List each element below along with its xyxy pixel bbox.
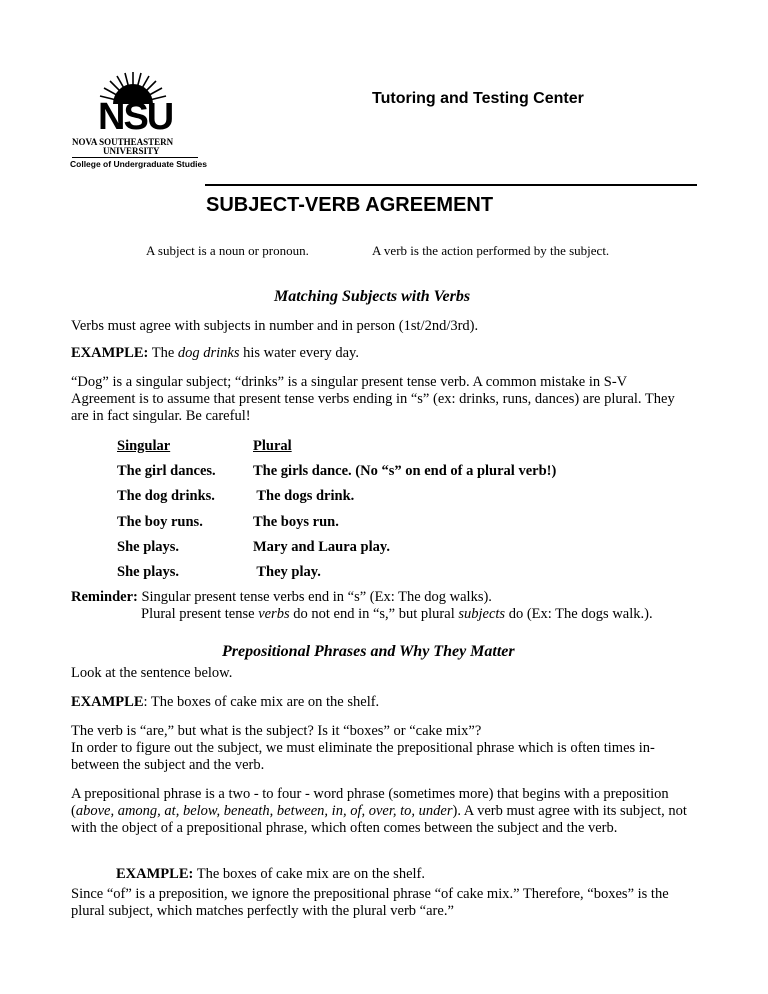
example2-label: EXAMPLE: [71, 694, 144, 710]
example-label: EXAMPLE:: [71, 345, 149, 361]
table-row-singular: She plays.: [117, 539, 180, 555]
reminder-em-verbs: verbs: [258, 606, 290, 622]
center-title: Tutoring and Testing Center: [372, 90, 584, 107]
verb-definition: A verb is the action performed by the subject.: [372, 243, 610, 258]
preposition-list: above, among, at, below, beneath, between, in, of, over, to, under: [75, 803, 453, 819]
reminder-label: Reminder:: [71, 589, 138, 605]
section2-conclusion: Since “of” is a preposition, we ignore the prepositional phrase “of cake mix.” Therefore, “boxes” is the plural subject, which matches perfectly with the plural verb “are.”: [71, 886, 669, 919]
section2-question-line2: In order to figure out the subject, we must eliminate the prepositional phrase which is often times in-between the subject and the verb.: [71, 740, 655, 773]
reminder-text: Singular present tense verbs end in “s” (Ex: The dog walks).: [137, 589, 492, 605]
example3-text: The boxes of cake mix are on the shelf.: [193, 866, 425, 882]
reminder-em-subjects: subjects: [458, 606, 506, 622]
section1-intro: Verbs must agree with subjects in number and in person (1st/2nd/3rd).: [71, 318, 479, 334]
page-title: SUBJECT-VERB AGREEMENT: [206, 194, 494, 216]
example-emphasis: dog drinks: [177, 345, 240, 361]
example3-label: EXAMPLE:: [116, 866, 194, 882]
definition-text-b: ). A verb must agree with its subject, not with the object of a prepositional phrase, which often comes between the subject and the verb.: [71, 803, 687, 836]
section2-example2: [116, 866, 756, 883]
reminder-text-a: Plural present tense: [141, 606, 259, 622]
section1-heading: Matching Subjects with Verbs: [274, 288, 471, 305]
definition-text-a: A prepositional phrase is a two - to four - word phrase (sometimes more) that begins with a preposition (: [71, 786, 669, 819]
reminder-text-c: do (Ex: The dogs walk.).: [505, 606, 653, 622]
logo-university-line1: NOVA SOUTHEASTERN: [72, 137, 174, 147]
logo-wordmark: NSU: [98, 96, 173, 138]
section2-heading: Prepositional Phrases and Why They Matter: [222, 643, 515, 660]
subject-definition: A subject is a noun or pronoun.: [146, 243, 309, 258]
section1-example: [71, 345, 711, 362]
reminder-line2: [141, 606, 768, 623]
table-row-singular: She plays.: [117, 564, 180, 580]
nsu-logo: [70, 70, 210, 170]
example-post: his water every day.: [239, 345, 359, 361]
table-row-plural: The girls dance. (No “s” on end of a plural verb!): [253, 463, 557, 479]
table-row-plural: The dogs drink.: [253, 488, 355, 504]
example2-text: : The boxes of cake mix are on the shelf.: [143, 694, 380, 710]
section2-example: [71, 694, 711, 711]
logo-divider: [72, 157, 198, 158]
table-row-singular: The dog drinks.: [117, 488, 215, 504]
table-row-plural: The boys run.: [253, 514, 339, 530]
reminder-line1: [71, 589, 711, 606]
section2-question-line1: The verb is “are,” but what is the subject? Is it “boxes” or “cake mix”?: [71, 723, 482, 739]
table-row-plural: Mary and Laura play.: [253, 539, 390, 555]
logo-university-line2: UNIVERSITY: [103, 146, 160, 156]
table-header-singular: Singular: [117, 438, 171, 454]
section1-explanation: “Dog” is a singular subject; “drinks” is a singular present tense verb. A common mistake in S-V Agreement is to assume that present tense verbs ending in “s” (ex: drinks, runs, dances) are plural. They are in fact singular. Be careful!: [71, 374, 675, 424]
header-rule: [205, 184, 697, 186]
reminder-text-b: do not end in “s,” but plural: [289, 606, 459, 622]
section2-look: Look at the sentence below.: [71, 665, 233, 681]
table-row-plural: They play.: [253, 564, 321, 580]
table-header-plural: Plural: [253, 438, 292, 454]
section2-definition: [71, 786, 691, 837]
logo-college: College of Undergraduate Studies: [70, 159, 207, 169]
table-row-singular: The boy runs.: [117, 514, 203, 530]
example-pre: The: [148, 345, 178, 361]
table-row-singular: The girl dances.: [117, 463, 216, 479]
